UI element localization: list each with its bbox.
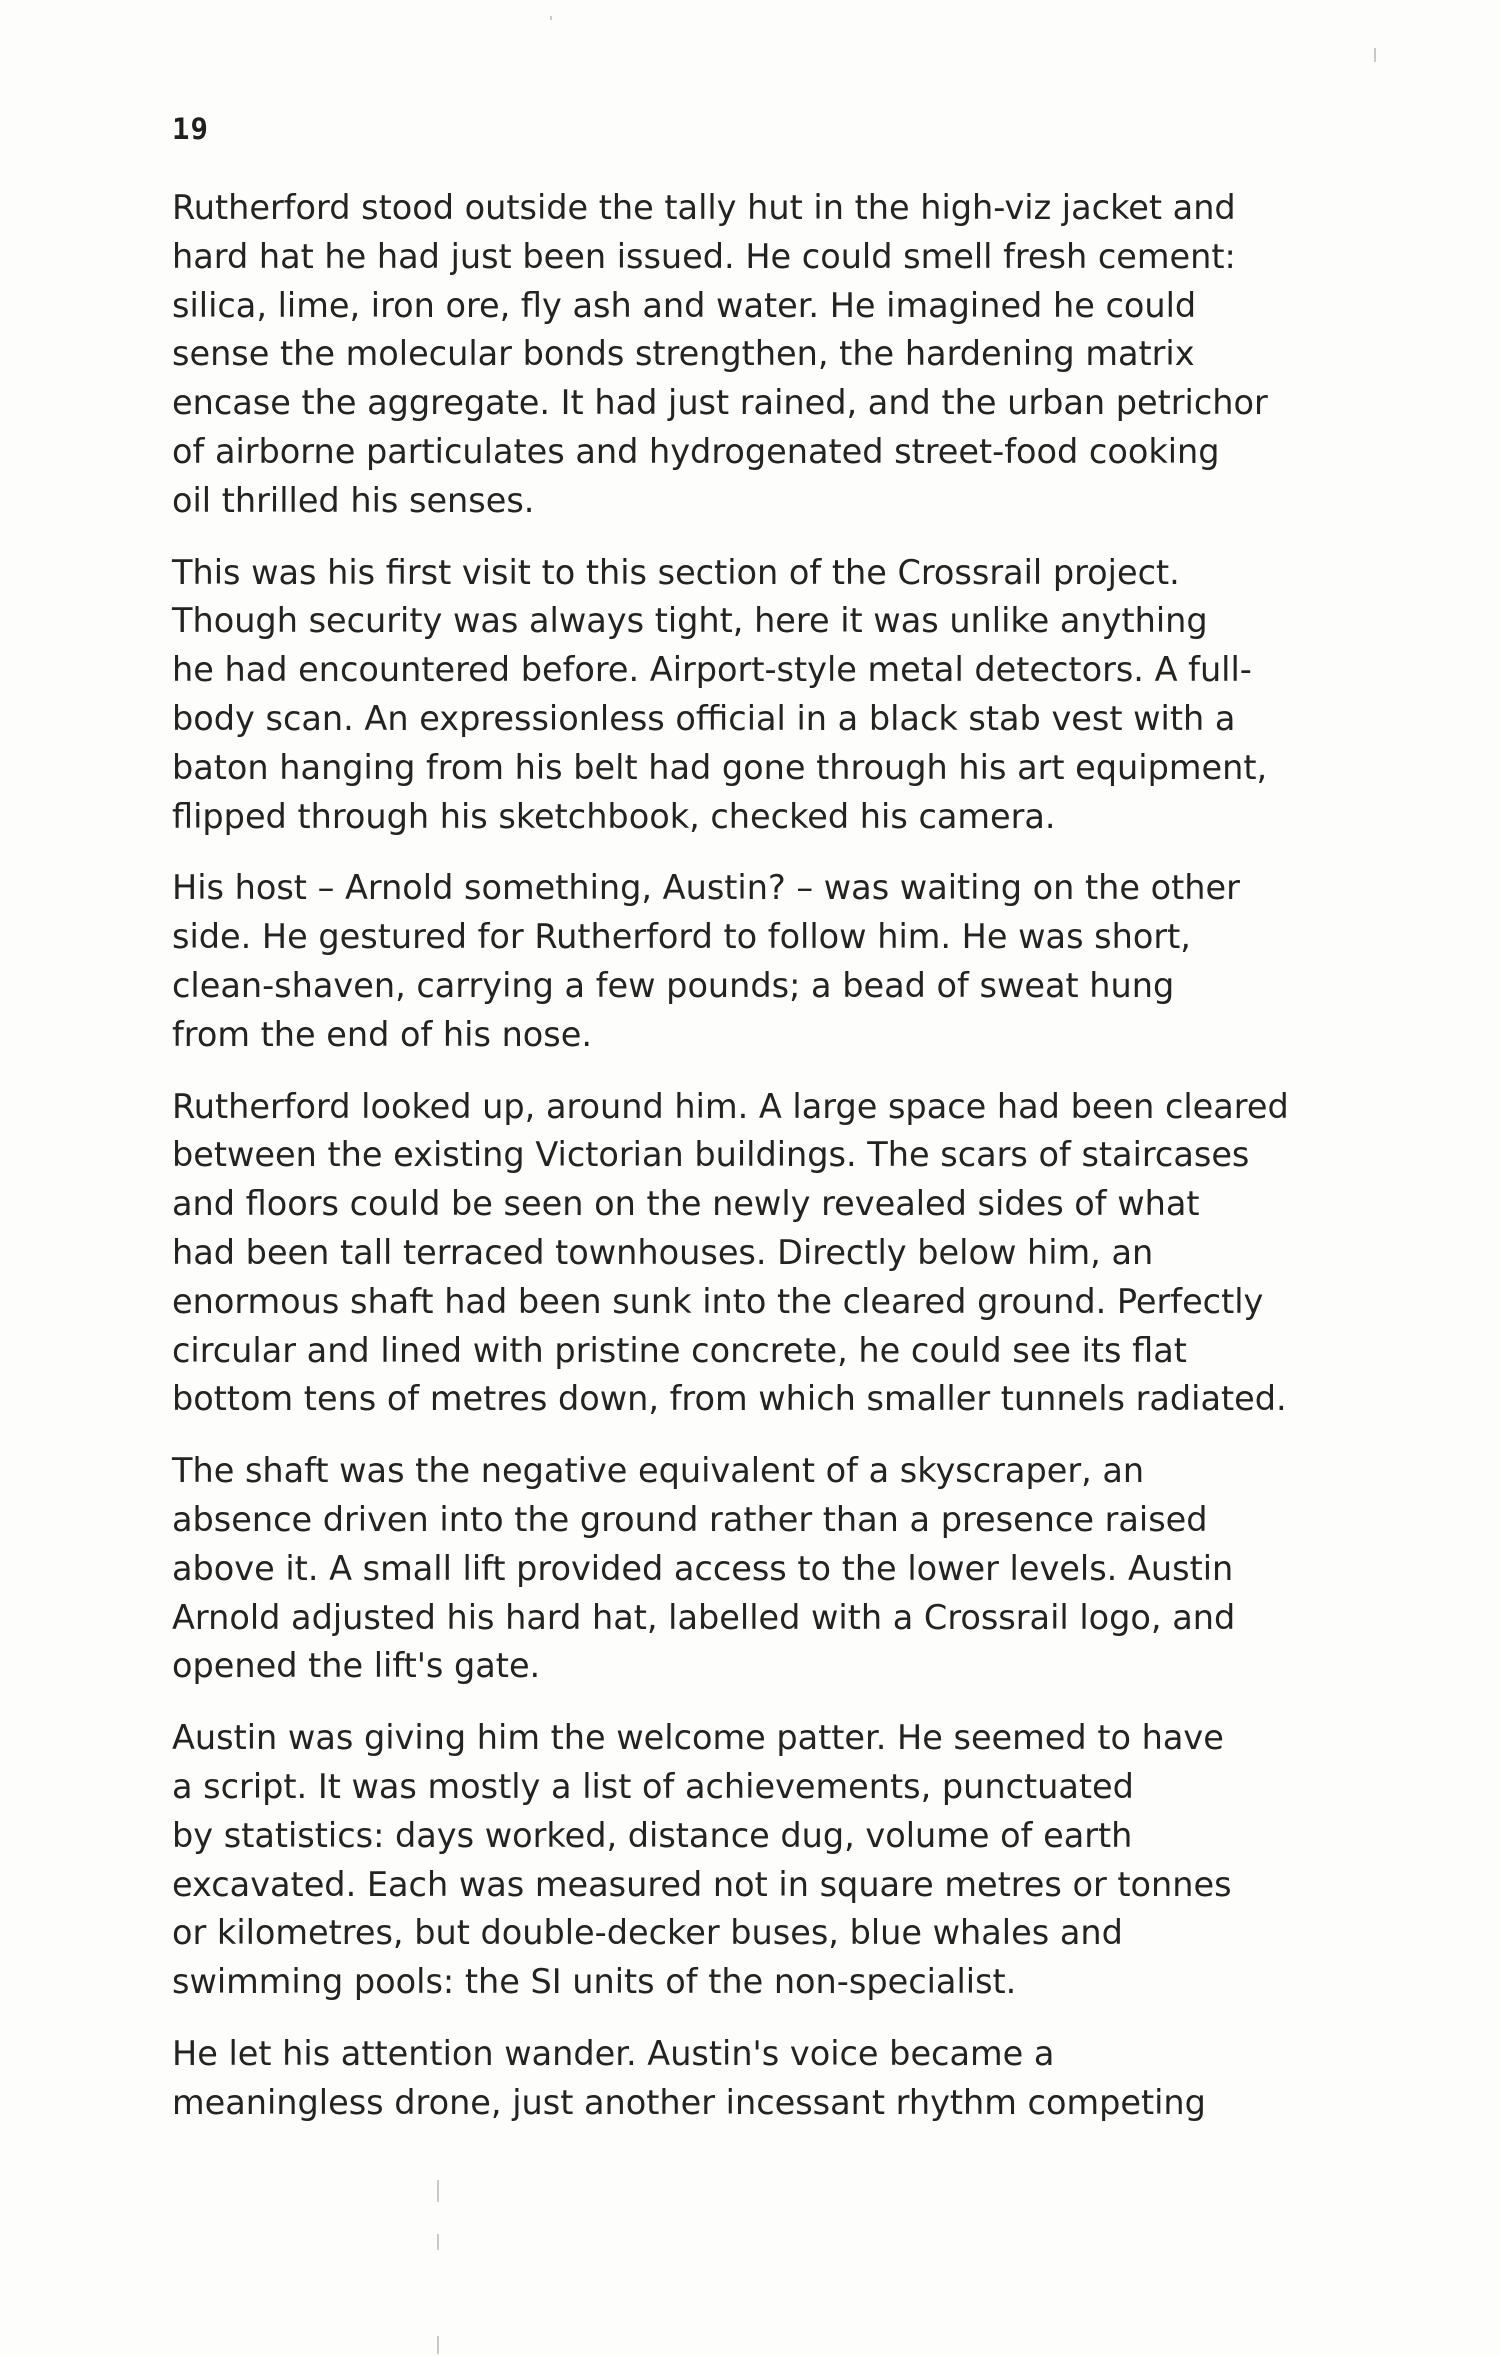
text-line: had been tall terraced townhouses. Directly below him, an: [172, 1232, 1154, 1272]
paragraph-5: [172, 1447, 1332, 1691]
text-line: hard hat he had just been issued. He could smell fresh cement:: [172, 236, 1236, 276]
text-line: This was his first visit to this section of the Crossrail project.: [172, 552, 1180, 592]
text-line: side. He gestured for Rutherford to follow him. He was short,: [172, 917, 1191, 957]
text-line: he had encountered before. Airport-style metal detectors. A full-: [172, 650, 1252, 690]
text-line: meaningless drone, just another incessant rhythm competing: [172, 2082, 1206, 2122]
text-line: or kilometres, but double-decker buses, blue whales and: [172, 1913, 1123, 1953]
text-line: and floors could be seen on the newly revealed sides of what: [172, 1184, 1200, 1224]
text-line: by statistics: days worked, distance dug, volume of earth: [172, 1815, 1133, 1855]
text-line: above it. A small lift provided access to the lower levels. Austin: [172, 1548, 1234, 1588]
text-line: baton hanging from his belt had gone through his art equipment,: [172, 747, 1268, 787]
text-line: circular and lined with pristine concrete, he could see its flat: [172, 1330, 1187, 1370]
paragraph-2: [172, 549, 1332, 842]
text-line: body scan. An expressionless official in a black stab vest with a: [172, 698, 1236, 738]
text-line: a script. It was mostly a list of achievements, punctuated: [172, 1766, 1134, 1806]
scan-mark-bottom-3: [437, 2336, 439, 2354]
text-line: absence driven into the ground rather than a presence raised: [172, 1499, 1208, 1539]
text-line: oil thrilled his senses.: [172, 480, 535, 520]
text-line: excavated. Each was measured not in square metres or tonnes: [172, 1864, 1232, 1904]
text-line: The shaft was the negative equivalent of a skyscraper, an: [172, 1451, 1145, 1491]
text-line: clean-shaven, carrying a few pounds; a bead of sweat hung: [172, 965, 1175, 1005]
text-line: His host – Arnold something, Austin? – was waiting on the other: [172, 868, 1240, 908]
scan-mark-bottom-1: [437, 2180, 439, 2202]
text-line: Rutherford looked up, around him. A large space had been cleared: [172, 1086, 1289, 1126]
paragraph-4: [172, 1083, 1332, 1425]
text-line: from the end of his nose.: [172, 1014, 593, 1054]
text-line: Austin was giving him the welcome patter. He seemed to have: [172, 1718, 1224, 1758]
paragraph-7: [172, 2030, 1332, 2128]
scan-mark-right: [1374, 48, 1376, 62]
text-line: silica, lime, iron ore, fly ash and water. He imagined he could: [172, 285, 1197, 325]
text-line: Though security was always tight, here it was unlike anything: [172, 601, 1208, 641]
body-text: [172, 184, 1332, 2150]
text-line: He let his attention wander. Austin's voice became a: [172, 2033, 1055, 2073]
text-line: opened the lift's gate.: [172, 1646, 541, 1686]
text-line: flipped through his sketchbook, checked his camera.: [172, 796, 1056, 836]
text-line: bottom tens of metres down, from which smaller tunnels radiated.: [172, 1379, 1287, 1419]
page-number: 19: [172, 112, 209, 146]
text-line: of airborne particulates and hydrogenated street-food cooking: [172, 431, 1220, 471]
text-line: enormous shaft had been sunk into the cleared ground. Perfectly: [172, 1281, 1264, 1321]
paragraph-1: [172, 184, 1332, 526]
paragraph-6: [172, 1714, 1332, 2007]
paragraph-3: [172, 864, 1332, 1059]
text-line: between the existing Victorian buildings. The scars of staircases: [172, 1135, 1250, 1175]
scan-mark-bottom-2: [437, 2234, 439, 2250]
text-line: swimming pools: the SI units of the non-specialist.: [172, 1962, 1017, 2002]
text-line: Rutherford stood outside the tally hut in the high-viz jacket and: [172, 188, 1236, 227]
scan-mark-top: [550, 16, 552, 20]
text-line: encase the aggregate. It had just rained, and the urban petrichor: [172, 383, 1268, 423]
text-line: sense the molecular bonds strengthen, the hardening matrix: [172, 334, 1195, 374]
text-line: Arnold adjusted his hard hat, labelled with a Crossrail logo, and: [172, 1597, 1236, 1637]
